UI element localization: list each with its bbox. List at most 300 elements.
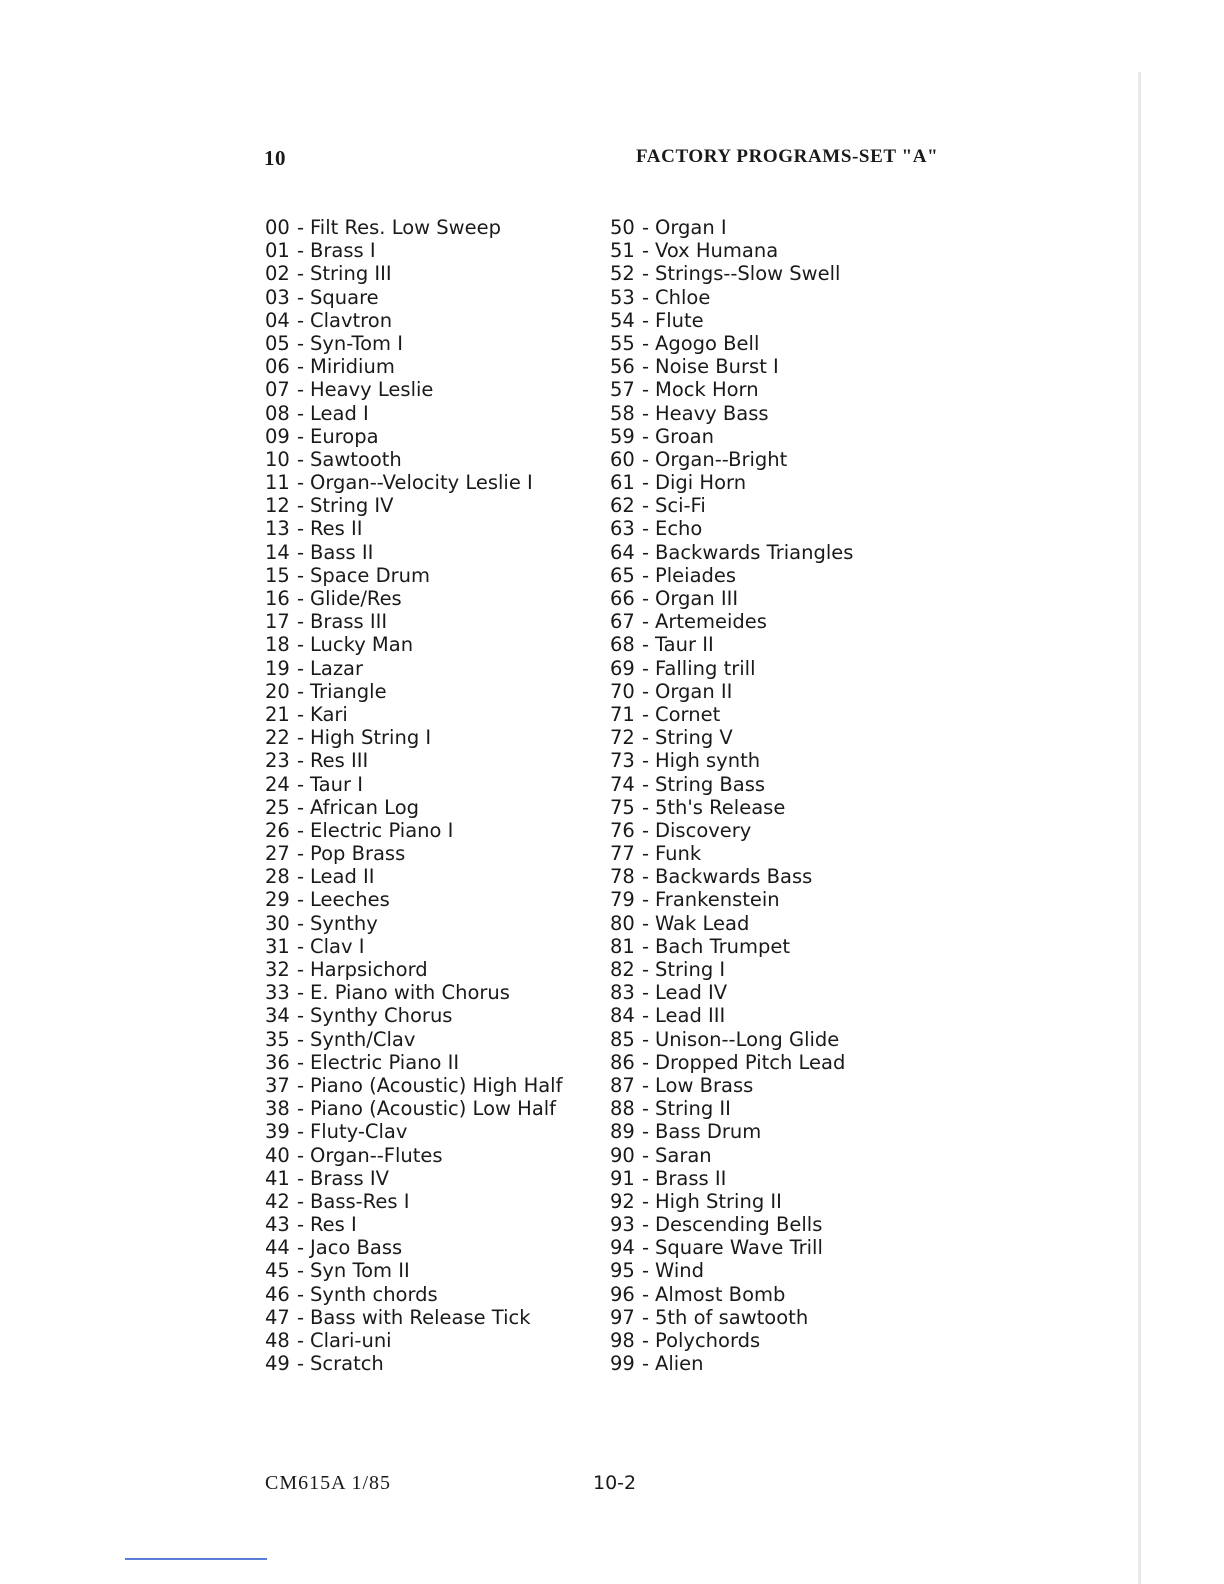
program-separator: -: [641, 424, 650, 448]
program-number: 57: [610, 378, 635, 402]
program-name: Synthy: [310, 911, 378, 935]
program-name: Backwards Triangles: [655, 540, 854, 564]
program-number: 42: [265, 1189, 290, 1213]
program-name: Filt Res. Low Sweep: [310, 216, 502, 239]
program-separator: -: [296, 1282, 305, 1306]
program-separator: -: [641, 1305, 650, 1329]
program-number: 98: [610, 1329, 635, 1352]
program-item: [265, 935, 562, 958]
program-item: [265, 448, 562, 471]
program-separator: -: [296, 447, 305, 471]
program-separator: -: [641, 958, 650, 981]
program-item: [610, 1051, 853, 1074]
program-separator: -: [296, 1097, 305, 1121]
program-item: [265, 494, 562, 517]
program-separator: -: [641, 1282, 650, 1306]
program-item: [265, 1120, 562, 1143]
program-item: [265, 216, 562, 239]
program-number: 59: [610, 424, 635, 448]
program-separator: -: [296, 795, 305, 819]
program-separator: -: [296, 239, 305, 263]
program-separator: -: [641, 1004, 650, 1028]
program-name: African Log: [310, 795, 420, 819]
program-separator: -: [296, 471, 305, 495]
program-item: [610, 749, 853, 772]
page-number: 10: [264, 146, 286, 170]
program-name: Sci-Fi: [655, 494, 706, 518]
program-name: Syn-Tom I: [310, 331, 403, 355]
program-number: 01: [265, 239, 290, 263]
program-number: 40: [265, 1143, 290, 1167]
program-name: Bass Drum: [655, 1120, 762, 1144]
program-separator: -: [296, 888, 305, 912]
program-item: [610, 657, 853, 680]
program-name: Clavtron: [310, 308, 393, 332]
program-number: 66: [610, 587, 635, 610]
program-separator: -: [641, 656, 650, 680]
program-name: Space Drum: [310, 563, 431, 587]
program-name: Organ II: [655, 679, 733, 703]
program-name: Organ I: [655, 216, 727, 239]
program-item: [610, 1190, 853, 1213]
program-separator: -: [296, 540, 305, 564]
program-item: [610, 1074, 853, 1097]
program-item: [265, 796, 562, 819]
program-number: 68: [610, 633, 635, 657]
program-name: String V: [655, 726, 733, 750]
program-name: Res III: [310, 749, 369, 773]
program-item: [265, 958, 562, 981]
program-number: 06: [265, 355, 290, 379]
program-number: 96: [610, 1282, 635, 1306]
program-item: [610, 610, 853, 633]
program-item: [610, 402, 853, 425]
program-item: [610, 819, 853, 842]
program-item: [610, 494, 853, 517]
program-name: Scratch: [310, 1352, 384, 1376]
program-number: 61: [610, 471, 635, 495]
program-number: 60: [610, 447, 635, 471]
program-separator: -: [296, 517, 305, 541]
program-number: 64: [610, 540, 635, 564]
program-item: [610, 564, 853, 587]
program-number: 88: [610, 1097, 635, 1121]
program-separator: -: [641, 471, 650, 495]
program-item: [610, 958, 853, 981]
program-name: Leeches: [310, 888, 390, 912]
program-name: Flute: [655, 308, 704, 332]
program-number: 37: [265, 1073, 290, 1097]
program-name: Brass IV: [310, 1166, 389, 1190]
program-separator: -: [296, 587, 305, 610]
program-name: Brass III: [310, 610, 388, 634]
program-number: 63: [610, 517, 635, 541]
program-name: 5th's Release: [655, 795, 786, 819]
program-name: Kari: [310, 702, 348, 726]
program-name: Backwards Bass: [655, 865, 813, 889]
program-number: 51: [610, 239, 635, 263]
program-item: [265, 1167, 562, 1190]
program-item: [265, 1236, 562, 1259]
program-item: [610, 981, 853, 1004]
program-separator: -: [296, 401, 305, 425]
program-item: [610, 703, 853, 726]
program-number: 16: [265, 587, 290, 610]
program-name: Polychords: [655, 1329, 761, 1352]
program-number: 14: [265, 540, 290, 564]
program-number: 50: [610, 216, 635, 239]
program-name: Lead II: [310, 865, 375, 889]
program-name: Piano (Acoustic) High Half: [310, 1073, 563, 1097]
program-name: String I: [655, 958, 726, 981]
program-number: 74: [610, 772, 635, 796]
program-number: 97: [610, 1305, 635, 1329]
program-name: Organ--Flutes: [310, 1143, 443, 1167]
program-item: [610, 378, 853, 401]
program-item: [610, 309, 853, 332]
program-separator: -: [296, 934, 305, 958]
program-name: Jaco Bass: [310, 1236, 403, 1260]
program-name: Bass II: [310, 540, 374, 564]
program-item: [265, 819, 562, 842]
program-separator: -: [641, 262, 650, 286]
program-number: 95: [610, 1259, 635, 1283]
program-number: 48: [265, 1329, 290, 1352]
program-name: Pleiades: [655, 563, 737, 587]
program-name: Triangle: [310, 679, 387, 703]
program-name: Agogo Bell: [655, 331, 760, 355]
program-number: 05: [265, 331, 290, 355]
program-item: [265, 1283, 562, 1306]
program-separator: -: [641, 981, 650, 1005]
program-number: 38: [265, 1097, 290, 1121]
program-separator: -: [641, 355, 650, 379]
program-item: [610, 471, 853, 494]
program-number: 07: [265, 378, 290, 402]
program-item: [265, 587, 562, 610]
program-name: High synth: [655, 749, 761, 773]
program-number: 27: [265, 842, 290, 866]
program-number: 79: [610, 888, 635, 912]
program-name: Cornet: [655, 702, 721, 726]
program-name: Glide/Res: [310, 587, 402, 610]
program-number: 25: [265, 795, 290, 819]
program-separator: -: [296, 1027, 305, 1051]
program-separator: -: [641, 633, 650, 657]
program-item: [265, 1306, 562, 1329]
program-separator: -: [296, 216, 305, 239]
program-separator: -: [641, 1027, 650, 1051]
program-number: 39: [265, 1120, 290, 1144]
program-separator: -: [296, 424, 305, 448]
program-number: 29: [265, 888, 290, 912]
program-name: Frankenstein: [655, 888, 780, 912]
program-separator: -: [296, 656, 305, 680]
program-separator: -: [641, 679, 650, 703]
program-separator: -: [641, 842, 650, 866]
program-name: Clari-uni: [310, 1329, 392, 1352]
program-number: 30: [265, 911, 290, 935]
program-item: [265, 1028, 562, 1051]
program-separator: -: [641, 517, 650, 541]
program-name: Lead IV: [655, 981, 728, 1005]
program-item: [610, 1259, 853, 1282]
program-name: Noise Burst I: [655, 355, 779, 379]
program-separator: -: [641, 216, 650, 239]
program-number: 54: [610, 308, 635, 332]
program-number: 28: [265, 865, 290, 889]
program-number: 18: [265, 633, 290, 657]
program-number: 44: [265, 1236, 290, 1260]
program-name: Chloe: [655, 285, 711, 309]
program-name: Mock Horn: [655, 378, 759, 402]
program-item: [610, 216, 853, 239]
program-number: 41: [265, 1166, 290, 1190]
program-separator: -: [296, 610, 305, 634]
program-item: [265, 355, 562, 378]
program-list-left: [265, 216, 562, 1375]
program-separator: -: [641, 285, 650, 309]
program-separator: -: [296, 818, 305, 842]
program-number: 99: [610, 1352, 635, 1376]
program-number: 53: [610, 285, 635, 309]
program-separator: -: [296, 865, 305, 889]
program-number: 65: [610, 563, 635, 587]
program-name: Funk: [655, 842, 702, 866]
program-item: [265, 981, 562, 1004]
program-number: 22: [265, 726, 290, 750]
program-name: Wind: [655, 1259, 705, 1283]
program-item: [265, 262, 562, 285]
program-item: [265, 749, 562, 772]
program-separator: -: [641, 1352, 650, 1376]
program-item: [265, 680, 562, 703]
program-number: 32: [265, 958, 290, 981]
program-number: 12: [265, 494, 290, 518]
program-item: [265, 842, 562, 865]
program-name: Synthy Chorus: [310, 1004, 453, 1028]
program-item: [610, 865, 853, 888]
program-number: 85: [610, 1027, 635, 1051]
program-separator: -: [296, 308, 305, 332]
program-separator: -: [641, 749, 650, 773]
program-separator: -: [641, 1329, 650, 1352]
program-name: Descending Bells: [655, 1213, 823, 1237]
program-separator: -: [641, 888, 650, 912]
program-separator: -: [296, 1120, 305, 1144]
program-separator: -: [296, 772, 305, 796]
program-separator: -: [641, 1213, 650, 1237]
program-item: [265, 912, 562, 935]
program-item: [610, 1028, 853, 1051]
program-list-right: [610, 216, 853, 1375]
program-item: [265, 773, 562, 796]
program-item: [265, 865, 562, 888]
program-separator: -: [641, 401, 650, 425]
program-separator: -: [641, 540, 650, 564]
program-number: 00: [265, 216, 290, 239]
program-item: [610, 633, 853, 656]
program-item: [265, 1074, 562, 1097]
program-item: [610, 517, 853, 540]
program-separator: -: [296, 262, 305, 286]
program-separator: -: [641, 702, 650, 726]
program-name: Square: [310, 285, 379, 309]
program-number: 75: [610, 795, 635, 819]
program-item: [265, 1352, 562, 1375]
program-item: [610, 1329, 853, 1352]
program-number: 81: [610, 934, 635, 958]
program-number: 67: [610, 610, 635, 634]
program-item: [610, 448, 853, 471]
program-number: 69: [610, 656, 635, 680]
program-name: Organ III: [655, 587, 739, 610]
program-item: [610, 587, 853, 610]
program-separator: -: [296, 494, 305, 518]
program-name: Lead III: [655, 1004, 726, 1028]
program-item: [610, 1283, 853, 1306]
program-number: 31: [265, 934, 290, 958]
program-item: [265, 286, 562, 309]
program-number: 20: [265, 679, 290, 703]
program-item: [610, 1306, 853, 1329]
program-name: Bass with Release Tick: [310, 1305, 531, 1329]
program-number: 02: [265, 262, 290, 286]
program-number: 26: [265, 818, 290, 842]
program-number: 83: [610, 981, 635, 1005]
program-separator: -: [641, 1097, 650, 1121]
program-item: [265, 1144, 562, 1167]
program-number: 77: [610, 842, 635, 866]
program-item: [610, 1236, 853, 1259]
program-separator: -: [296, 633, 305, 657]
program-separator: -: [296, 842, 305, 866]
program-name: Piano (Acoustic) Low Half: [310, 1097, 557, 1121]
program-item: [265, 1329, 562, 1352]
program-number: 03: [265, 285, 290, 309]
program-number: 21: [265, 702, 290, 726]
program-number: 58: [610, 401, 635, 425]
program-item: [265, 888, 562, 911]
program-name: Dropped Pitch Lead: [655, 1050, 846, 1074]
program-separator: -: [641, 934, 650, 958]
program-name: Brass II: [655, 1166, 727, 1190]
program-separator: -: [641, 563, 650, 587]
program-name: Electric Piano II: [310, 1050, 460, 1074]
program-separator: -: [296, 1329, 305, 1352]
program-name: E. Piano with Chorus: [310, 981, 510, 1005]
program-number: 15: [265, 563, 290, 587]
program-item: [610, 680, 853, 703]
program-number: 19: [265, 656, 290, 680]
program-separator: -: [296, 726, 305, 750]
program-number: 70: [610, 679, 635, 703]
program-separator: -: [641, 1189, 650, 1213]
program-separator: -: [296, 1050, 305, 1074]
program-name: String III: [310, 262, 392, 286]
program-name: Unison--Long Glide: [655, 1027, 840, 1051]
program-name: Wak Lead: [655, 911, 750, 935]
program-name: Synth chords: [310, 1282, 438, 1306]
program-name: Miridium: [310, 355, 395, 379]
program-separator: -: [296, 702, 305, 726]
program-number: 46: [265, 1282, 290, 1306]
program-separator: -: [641, 587, 650, 610]
program-separator: -: [296, 679, 305, 703]
program-number: 24: [265, 772, 290, 796]
program-number: 09: [265, 424, 290, 448]
footer-page-label: 10-2: [593, 1472, 637, 1494]
program-separator: -: [641, 308, 650, 332]
program-item: [610, 262, 853, 285]
program-number: 87: [610, 1073, 635, 1097]
program-item: [610, 1120, 853, 1143]
program-name: Res I: [310, 1213, 357, 1237]
program-name: Discovery: [655, 818, 752, 842]
program-name: Low Brass: [655, 1073, 754, 1097]
program-separator: -: [641, 1143, 650, 1167]
program-name: Groan: [655, 424, 714, 448]
program-item: [265, 378, 562, 401]
program-name: String Bass: [655, 772, 766, 796]
program-item: [265, 657, 562, 680]
program-name: 5th of sawtooth: [655, 1305, 809, 1329]
program-item: [265, 1213, 562, 1236]
program-name: Taur I: [310, 772, 363, 796]
page-edge-shadow: [1138, 72, 1141, 1584]
program-name: Artemeides: [655, 610, 767, 634]
program-item: [610, 888, 853, 911]
program-name: Echo: [655, 517, 703, 541]
program-number: 84: [610, 1004, 635, 1028]
program-item: [265, 1190, 562, 1213]
program-separator: -: [296, 378, 305, 402]
program-separator: -: [641, 1259, 650, 1283]
program-separator: -: [296, 1189, 305, 1213]
program-item: [610, 332, 853, 355]
program-item: [610, 1352, 853, 1375]
program-number: 47: [265, 1305, 290, 1329]
program-item: [265, 610, 562, 633]
program-number: 56: [610, 355, 635, 379]
program-separator: -: [296, 749, 305, 773]
program-separator: -: [641, 1073, 650, 1097]
program-name: Organ--Velocity Leslie I: [310, 471, 533, 495]
program-number: 78: [610, 865, 635, 889]
program-number: 33: [265, 981, 290, 1005]
program-name: Fluty-Clav: [310, 1120, 408, 1144]
program-separator: -: [641, 865, 650, 889]
program-item: [265, 471, 562, 494]
program-number: 49: [265, 1352, 290, 1376]
program-name: Alien: [655, 1352, 704, 1376]
program-name: String IV: [310, 494, 394, 518]
program-number: 10: [265, 447, 290, 471]
program-name: Heavy Leslie: [310, 378, 434, 402]
program-name: String II: [655, 1097, 731, 1121]
program-name: Syn Tom II: [310, 1259, 410, 1283]
program-number: 43: [265, 1213, 290, 1237]
program-item: [610, 541, 853, 564]
program-number: 13: [265, 517, 290, 541]
program-item: [610, 1167, 853, 1190]
footnote-rule: [125, 1558, 267, 1560]
program-separator: -: [296, 355, 305, 379]
program-number: 82: [610, 958, 635, 981]
document-code: CM615A 1/85: [265, 1472, 392, 1494]
program-item: [610, 239, 853, 262]
program-separator: -: [296, 1213, 305, 1237]
